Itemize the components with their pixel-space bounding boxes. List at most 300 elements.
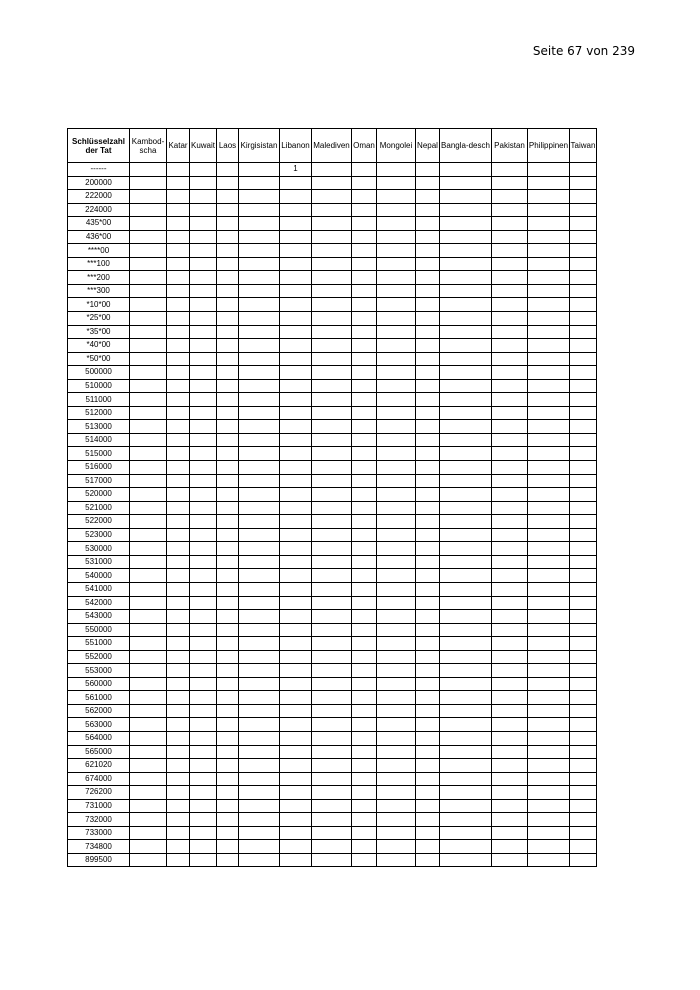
value-cell: [280, 542, 312, 556]
value-cell: [130, 352, 167, 366]
value-cell: [528, 515, 570, 529]
value-cell: [377, 813, 416, 827]
value-cell: [239, 596, 280, 610]
value-cell: [217, 759, 239, 773]
value-cell: [239, 637, 280, 651]
value-cell: [312, 704, 352, 718]
value-cell: [492, 528, 528, 542]
value-cell: [167, 312, 190, 326]
value-cell: [239, 325, 280, 339]
value-cell: [440, 352, 492, 366]
value-cell: [492, 745, 528, 759]
value-cell: [190, 447, 217, 461]
value-cell: [492, 312, 528, 326]
table-row: [68, 217, 597, 231]
value-cell: [570, 406, 597, 420]
value-cell: [440, 244, 492, 258]
column-header-country: Mongolei: [377, 129, 416, 163]
value-cell: [190, 826, 217, 840]
value-cell: [312, 623, 352, 637]
value-cell: [352, 637, 377, 651]
value-cell: [280, 271, 312, 285]
value-cell: [217, 284, 239, 298]
value-cell: [570, 515, 597, 529]
value-cell: [416, 745, 440, 759]
value-cell: [492, 664, 528, 678]
value-cell: [190, 461, 217, 475]
value-cell: [377, 488, 416, 502]
offense-key-cell: 513000: [68, 420, 130, 434]
value-cell: [492, 759, 528, 773]
value-cell: [352, 325, 377, 339]
value-cell: [352, 731, 377, 745]
value-cell: [217, 244, 239, 258]
value-cell: [352, 447, 377, 461]
value-cell: [312, 325, 352, 339]
value-cell: [416, 203, 440, 217]
value-cell: [190, 569, 217, 583]
value-cell: [280, 637, 312, 651]
value-cell: [217, 379, 239, 393]
table-row: [68, 731, 597, 745]
value-cell: [167, 542, 190, 556]
value-cell: [190, 379, 217, 393]
value-cell: [440, 840, 492, 854]
value-cell: [167, 650, 190, 664]
value-cell: [217, 745, 239, 759]
value-cell: [239, 433, 280, 447]
value-cell: [528, 298, 570, 312]
offense-key-cell: 565000: [68, 745, 130, 759]
table-row: [68, 190, 597, 204]
value-cell: [352, 582, 377, 596]
value-cell: [280, 447, 312, 461]
value-cell: [312, 230, 352, 244]
value-cell: [239, 731, 280, 745]
value-cell: [167, 352, 190, 366]
value-cell: [239, 799, 280, 813]
value-cell: [312, 840, 352, 854]
value-cell: [312, 393, 352, 407]
value-cell: [416, 650, 440, 664]
value-cell: [570, 650, 597, 664]
value-cell: [239, 840, 280, 854]
value-cell: [528, 745, 570, 759]
value-cell: [130, 637, 167, 651]
value-cell: [217, 339, 239, 353]
value-cell: [130, 569, 167, 583]
value-cell: [352, 312, 377, 326]
value-cell: [377, 230, 416, 244]
value-cell: [190, 731, 217, 745]
value-cell: [217, 528, 239, 542]
table-row: [68, 555, 597, 569]
value-cell: [377, 339, 416, 353]
value-cell: [280, 799, 312, 813]
column-header-country: Philippinen: [528, 129, 570, 163]
value-cell: [492, 515, 528, 529]
value-cell: [352, 623, 377, 637]
value-cell: [440, 704, 492, 718]
value-cell: [239, 163, 280, 177]
value-cell: [528, 217, 570, 231]
value-cell: [130, 691, 167, 705]
value-cell: [416, 298, 440, 312]
value-cell: [280, 555, 312, 569]
value-cell: [377, 840, 416, 854]
value-cell: [239, 339, 280, 353]
value-cell: [440, 569, 492, 583]
value-cell: [280, 664, 312, 678]
value-cell: [416, 718, 440, 732]
value-cell: [440, 284, 492, 298]
offense-key-cell: 551000: [68, 637, 130, 651]
value-cell: [416, 406, 440, 420]
offense-key-cell: 224000: [68, 203, 130, 217]
value-cell: [239, 853, 280, 867]
value-cell: [377, 298, 416, 312]
value-cell: [570, 163, 597, 177]
value-cell: [528, 393, 570, 407]
value-cell: [239, 772, 280, 786]
value-cell: [352, 474, 377, 488]
value-cell: [239, 447, 280, 461]
value-cell: [352, 799, 377, 813]
value-cell: [167, 406, 190, 420]
value-cell: [570, 596, 597, 610]
value-cell: [528, 447, 570, 461]
value-cell: [416, 217, 440, 231]
value-cell: [377, 366, 416, 380]
value-cell: [570, 691, 597, 705]
value-cell: [217, 826, 239, 840]
column-header-key: Schlüsselzahl der Tat: [68, 129, 130, 163]
value-cell: [280, 515, 312, 529]
value-cell: [130, 271, 167, 285]
value-cell: [167, 461, 190, 475]
value-cell: [130, 217, 167, 231]
value-cell: [217, 610, 239, 624]
value-cell: [492, 298, 528, 312]
value-cell: [190, 203, 217, 217]
value-cell: [239, 474, 280, 488]
value-cell: [528, 379, 570, 393]
table-row: [68, 650, 597, 664]
value-cell: [440, 813, 492, 827]
value-cell: [130, 718, 167, 732]
offense-key-cell: 521000: [68, 501, 130, 515]
value-cell: [528, 569, 570, 583]
value-cell: [416, 244, 440, 258]
value-cell: [377, 190, 416, 204]
column-header-country: Kuwait: [190, 129, 217, 163]
value-cell: [377, 433, 416, 447]
value-cell: [167, 772, 190, 786]
value-cell: [280, 176, 312, 190]
value-cell: [352, 515, 377, 529]
offense-key-cell: 517000: [68, 474, 130, 488]
value-cell: [130, 853, 167, 867]
value-cell: [167, 420, 190, 434]
value-cell: [492, 203, 528, 217]
value-cell: [217, 704, 239, 718]
value-cell: [217, 257, 239, 271]
value-cell: [312, 691, 352, 705]
value-cell: [167, 840, 190, 854]
value-cell: [217, 853, 239, 867]
value-cell: [528, 637, 570, 651]
value-cell: [377, 352, 416, 366]
value-cell: [352, 759, 377, 773]
value-cell: [130, 731, 167, 745]
offense-key-cell: 522000: [68, 515, 130, 529]
value-cell: [217, 786, 239, 800]
value-cell: [130, 501, 167, 515]
table-row: [68, 474, 597, 488]
table-row: [68, 406, 597, 420]
value-cell: [190, 745, 217, 759]
value-cell: [167, 637, 190, 651]
value-cell: [492, 840, 528, 854]
value-cell: [492, 813, 528, 827]
value-cell: [352, 366, 377, 380]
offense-key-cell: 553000: [68, 664, 130, 678]
value-cell: [377, 691, 416, 705]
value-cell: [190, 217, 217, 231]
value-cell: [190, 312, 217, 326]
value-cell: [416, 488, 440, 502]
value-cell: [528, 542, 570, 556]
value-cell: [416, 339, 440, 353]
value-cell: [352, 420, 377, 434]
value-cell: [130, 284, 167, 298]
value-cell: [352, 826, 377, 840]
value-cell: [528, 284, 570, 298]
value-cell: [217, 664, 239, 678]
statistics-table-container: [67, 128, 597, 867]
value-cell: [492, 325, 528, 339]
value-cell: [570, 799, 597, 813]
value-cell: [167, 339, 190, 353]
value-cell: [312, 677, 352, 691]
offense-key-cell: 500000: [68, 366, 130, 380]
value-cell: [190, 190, 217, 204]
value-cell: [239, 230, 280, 244]
table-row: [68, 528, 597, 542]
table-row: [68, 257, 597, 271]
value-cell: [130, 610, 167, 624]
table-row: [68, 596, 597, 610]
value-cell: [280, 312, 312, 326]
value-cell: [528, 610, 570, 624]
table-row: [68, 366, 597, 380]
column-header-country: Malediven: [312, 129, 352, 163]
value-cell: [440, 637, 492, 651]
value-cell: [167, 623, 190, 637]
value-cell: [492, 230, 528, 244]
table-row: [68, 284, 597, 298]
table-row: [68, 501, 597, 515]
column-header-country: Laos: [217, 129, 239, 163]
statistics-table: [67, 128, 597, 867]
value-cell: [570, 853, 597, 867]
value-cell: [312, 284, 352, 298]
value-cell: [440, 596, 492, 610]
value-cell: [312, 433, 352, 447]
value-cell: [440, 691, 492, 705]
value-cell: [280, 420, 312, 434]
value-cell: [492, 826, 528, 840]
value-cell: [440, 406, 492, 420]
offense-key-cell: 560000: [68, 677, 130, 691]
value-cell: [217, 718, 239, 732]
value-cell: [167, 230, 190, 244]
value-cell: [352, 393, 377, 407]
value-cell: [528, 488, 570, 502]
value-cell: [312, 366, 352, 380]
value-cell: [217, 582, 239, 596]
value-cell: [440, 772, 492, 786]
value-cell: [528, 420, 570, 434]
value-cell: [440, 488, 492, 502]
value-cell: [312, 190, 352, 204]
value-cell: [492, 190, 528, 204]
value-cell: [416, 596, 440, 610]
value-cell: [239, 582, 280, 596]
offense-key-cell: *40*00: [68, 339, 130, 353]
value-cell: [440, 501, 492, 515]
value-cell: [167, 786, 190, 800]
value-cell: [312, 447, 352, 461]
table-row: [68, 582, 597, 596]
value-cell: [352, 528, 377, 542]
value-cell: [377, 257, 416, 271]
value-cell: [416, 176, 440, 190]
value-cell: [416, 312, 440, 326]
value-cell: [492, 488, 528, 502]
value-cell: [167, 501, 190, 515]
value-cell: [570, 704, 597, 718]
value-cell: [492, 366, 528, 380]
value-cell: [190, 474, 217, 488]
value-cell: [190, 677, 217, 691]
value-cell: [312, 596, 352, 610]
offense-key-cell: 540000: [68, 569, 130, 583]
value-cell: [570, 244, 597, 258]
value-cell: [570, 217, 597, 231]
value-cell: [440, 731, 492, 745]
value-cell: [312, 826, 352, 840]
value-cell: [440, 555, 492, 569]
value-cell: [239, 257, 280, 271]
value-cell: [190, 244, 217, 258]
value-cell: [312, 298, 352, 312]
value-cell: [352, 230, 377, 244]
value-cell: [280, 352, 312, 366]
value-cell: [570, 582, 597, 596]
column-header-country: Katar: [167, 129, 190, 163]
value-cell: [167, 677, 190, 691]
value-cell: [377, 420, 416, 434]
value-cell: [352, 379, 377, 393]
value-cell: [239, 352, 280, 366]
value-cell: [377, 325, 416, 339]
value-cell: [167, 664, 190, 678]
value-cell: [130, 203, 167, 217]
value-cell: [217, 271, 239, 285]
value-cell: [570, 312, 597, 326]
value-cell: [167, 433, 190, 447]
value-cell: [217, 772, 239, 786]
value-cell: [167, 826, 190, 840]
value-cell: [130, 664, 167, 678]
value-cell: [528, 461, 570, 475]
value-cell: [239, 366, 280, 380]
value-cell: [416, 731, 440, 745]
value-cell: [190, 786, 217, 800]
value-cell: [528, 406, 570, 420]
value-cell: [416, 393, 440, 407]
value-cell: [352, 284, 377, 298]
value-cell: [280, 677, 312, 691]
value-cell: [217, 637, 239, 651]
value-cell: [239, 704, 280, 718]
value-cell: [239, 190, 280, 204]
value-cell: [217, 420, 239, 434]
value-cell: [352, 461, 377, 475]
value-cell: [492, 853, 528, 867]
value-cell: [492, 596, 528, 610]
value-cell: [190, 284, 217, 298]
value-cell: [377, 474, 416, 488]
value-cell: [167, 244, 190, 258]
value-cell: [440, 542, 492, 556]
value-cell: [492, 650, 528, 664]
value-cell: [239, 271, 280, 285]
value-cell: [377, 772, 416, 786]
value-cell: [528, 271, 570, 285]
value-cell: [528, 163, 570, 177]
value-cell: [217, 393, 239, 407]
table-row: [68, 786, 597, 800]
value-cell: [280, 284, 312, 298]
value-cell: [528, 664, 570, 678]
value-cell: [528, 433, 570, 447]
value-cell: [352, 745, 377, 759]
value-cell: [312, 528, 352, 542]
value-cell: [440, 664, 492, 678]
value-cell: [312, 257, 352, 271]
value-cell: [167, 691, 190, 705]
value-cell: [570, 461, 597, 475]
value-cell: [492, 691, 528, 705]
value-cell: [280, 257, 312, 271]
value-cell: [570, 555, 597, 569]
value-cell: [570, 379, 597, 393]
value-cell: [352, 352, 377, 366]
value-cell: [239, 650, 280, 664]
value-cell: [492, 433, 528, 447]
value-cell: [312, 772, 352, 786]
value-cell: [570, 190, 597, 204]
value-cell: [217, 203, 239, 217]
value-cell: [492, 786, 528, 800]
offense-key-cell: 726200: [68, 786, 130, 800]
table-row: [68, 163, 597, 177]
value-cell: [352, 704, 377, 718]
table-row: [68, 325, 597, 339]
column-header-country: Taiwan: [570, 129, 597, 163]
